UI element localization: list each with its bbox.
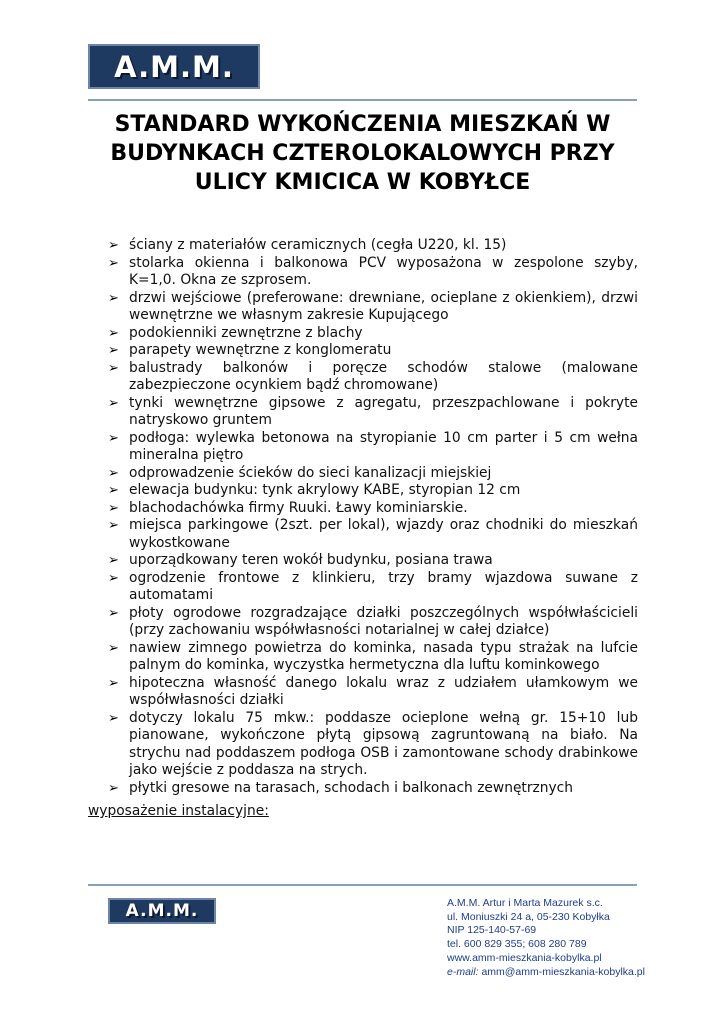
list-item-text: parapety wewnętrzne z konglomeratu — [129, 342, 392, 358]
arrow-bullet-icon: ➢ — [108, 518, 119, 533]
list-item — [108, 465, 638, 483]
company-email[interactable] — [447, 966, 667, 980]
arrow-bullet-icon: ➢ — [108, 780, 119, 796]
list-item — [108, 430, 638, 465]
list-item-text: podłoga: wylewka betonowa na styropianie 10 cm parter i 5 cm wełna mineralna piętro — [129, 429, 638, 463]
arrow-bullet-icon: ➢ — [108, 605, 119, 621]
company-logo — [88, 44, 260, 89]
arrow-bullet-icon: ➢ — [108, 483, 119, 498]
logo-text: A.M.M. — [114, 49, 234, 84]
arrow-bullet-icon: ➢ — [108, 710, 119, 726]
company-address: ul. Moniuszki 24 a, 05-230 Kobyłka — [447, 910, 610, 923]
arrow-bullet-icon: ➢ — [108, 640, 119, 656]
list-item-text: miejsca parkingowe (2szt. per lokal), wjazdy oraz chodniki do mieszkań wykostkowane — [129, 517, 638, 551]
company-name: A.M.M. Artur i Marta Mazurek s.c. — [447, 897, 603, 909]
list-item — [108, 360, 638, 395]
arrow-bullet-icon: ➢ — [108, 500, 119, 516]
list-item — [108, 482, 638, 500]
email-address[interactable]: amm@amm-mieszkania-kobylka.pl — [481, 965, 645, 978]
list-item — [108, 710, 638, 780]
list-item — [108, 255, 638, 290]
company-phone: tel. 600 829 355; 608 280 789 — [447, 938, 587, 951]
email-label: e-mail: — [447, 965, 479, 978]
list-item — [108, 237, 638, 255]
arrow-bullet-icon: ➢ — [108, 360, 119, 376]
installation-subheading: wyposażenie instalacyjne: — [88, 803, 269, 819]
header-divider — [88, 99, 637, 101]
arrow-bullet-icon: ➢ — [108, 395, 119, 411]
specification-list — [108, 237, 638, 797]
list-item-text: hipoteczna własność danego lokalu wraz z udziałem ułamkowym we współwłasności działki — [129, 674, 638, 708]
list-item-text: stolarka okienna i balkonowa PCV wyposażona w zespolone szyby, K=1,0. Okna ze szprosem. — [129, 254, 638, 288]
footer-contact — [447, 897, 667, 979]
list-item — [108, 605, 638, 640]
list-item-text: blachodachówka firmy Ruuki. Ławy kominiarskie. — [129, 499, 468, 516]
arrow-bullet-icon: ➢ — [108, 238, 119, 253]
list-item — [108, 780, 638, 798]
list-item — [108, 640, 638, 675]
list-item-text: płoty ogrodowe rozgradzające działki poszczególnych współwłaścicieli (przy zachowaniu współwłasności notarialnej w całej działce) — [129, 604, 638, 638]
arrow-bullet-icon: ➢ — [108, 570, 119, 586]
list-item — [108, 517, 638, 552]
company-website[interactable]: www.amm-mieszkania-kobylka.pl — [447, 951, 602, 964]
list-item — [108, 675, 638, 710]
list-item — [108, 552, 638, 570]
arrow-bullet-icon: ➢ — [108, 255, 119, 271]
list-item-text: uporządkowany teren wokół budynku, posiana trawa — [129, 552, 493, 568]
document-title: STANDARD WYKOŃCZENIA MIESZKAŃ W BUDYNKACH CZTEROLOKALOWYCH PRZY ULICY KMICICA W KOBYŁCE — [110, 112, 615, 195]
list-item — [108, 342, 638, 360]
arrow-bullet-icon: ➢ — [108, 290, 119, 306]
list-item — [108, 325, 638, 343]
arrow-bullet-icon: ➢ — [108, 343, 119, 358]
list-item-text: tynki wewnętrzne gipsowe z agregatu, przeszpachlowane i pokryte natryskowo gruntem — [129, 394, 638, 428]
arrow-bullet-icon: ➢ — [108, 325, 119, 341]
footer-logo — [108, 898, 216, 924]
list-item-text: płytki gresowe na tarasach, schodach i balkonach zewnętrznych — [129, 779, 573, 796]
list-item — [108, 395, 638, 430]
list-item-text: ściany z materiałów ceramicznych (cegła U220, kl. 15) — [129, 237, 507, 253]
footer-logo-text: A.M.M. — [125, 901, 199, 921]
arrow-bullet-icon: ➢ — [108, 430, 119, 446]
list-item-text: nawiew zimnego powietrza do kominka, nasada typu strażak na lufcie palnym do kominka, wyczystka hermetyczna dla luftu kominkowego — [129, 639, 638, 673]
arrow-bullet-icon: ➢ — [108, 675, 119, 691]
list-item-text: podokienniki zewnętrzne z blachy — [129, 324, 363, 341]
list-item — [108, 290, 638, 325]
arrow-bullet-icon: ➢ — [108, 465, 119, 481]
list-item-text: elewacja budynku: tynk akrylowy KABE, styropian 12 cm — [129, 482, 521, 498]
list-item-text: dotyczy lokalu 75 mkw.: poddasze ocieplone wełną gr. 15+10 lub pianowane, wykończone płytą gipsową zagruntowaną na biało. Na strychu nad poddaszem podłoga OSB i zamontowane schody drabinkowe jako wejście z poddasza na strych. — [129, 709, 638, 778]
list-item-text: drzwi wejściowe (preferowane: drewniane, ocieplane z okienkiem), drzwi wewnętrzne we własnym zakresie Kupującego — [129, 289, 638, 323]
arrow-bullet-icon: ➢ — [108, 553, 119, 568]
list-item-text: odprowadzenie ścieków do sieci kanalizacji miejskiej — [129, 464, 492, 481]
list-item — [108, 570, 638, 605]
list-item-text: balustrady balkonów i poręcze schodów stalowe (malowane zabezpieczone ocynkiem bądź chromowane) — [129, 359, 638, 393]
list-item — [108, 500, 638, 518]
company-nip: NIP 125-140-57-69 — [447, 924, 537, 937]
footer-divider — [88, 884, 637, 886]
list-item-text: ogrodzenie frontowe z klinkieru, trzy bramy wjazdowa suwane z automatami — [129, 569, 638, 603]
